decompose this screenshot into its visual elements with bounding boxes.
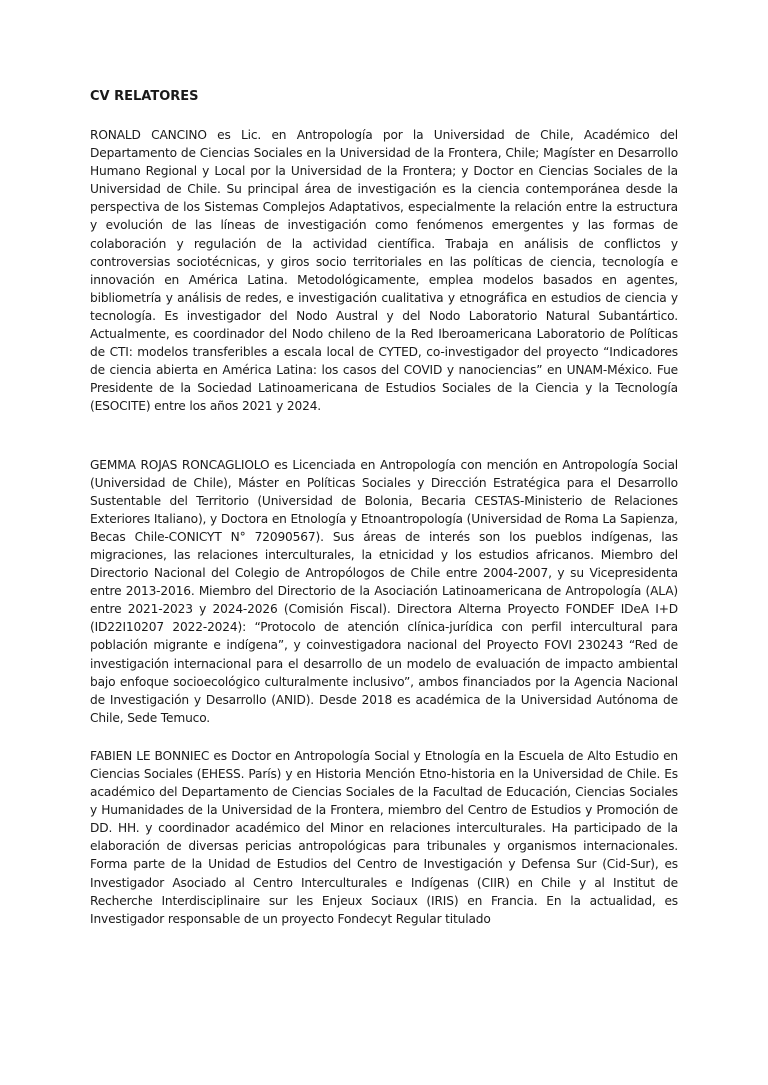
bio-ronald-cancino: RONALD CANCINO es Lic. en Antropología por la Universidad de Chile, Académico del Departamento de Ciencias Sociales en la Universidad de la Frontera, Chile; Magíster en Desarrollo Humano Regional y Local por la Universidad de la Frontera; y Doctor en Ciencias Sociales de la Universidad de Chile. Su principal área de investigación es la ciencia contemporánea desde la perspectiva de los Sistemas Complejos Adaptativos, especialmente la relación entre la estructura y evolución de las líneas de investigación como fenómenos emergentes y las formas de colaboración y regulación de la actividad científica. Trabaja en análisis de conflictos y controversias sociotécnicas, y giros socio territoriales en las políticas de ciencia, tecnología e innovación en América Latina. Metodológicamente, emplea modelos basados en agentes, bibliometría y análisis de redes, e investigación cualitativa y etnográfica en estudios de ciencia y tecnología. Es investigador del Nodo Austral y del Nodo Laboratorio Natural Subantártico. Actualmente, es coordinador del Nodo chileno de la Red Iberoamericana Laboratorio de Políticas de CTI: modelos transferibles a escala local de CYTED, co-investigador del proyecto “Indicadores de ciencia abierta en América Latina: los casos del COVID y nanociencias” en UNAM-México. Fue Presidente de la Sociedad Latinoamericana de Estudios Sociales de la Ciencia y la Tecnología (ESOCITE) entre los años 2021 y 2024. — [90, 128, 678, 414]
document-title: CV RELATORES — [90, 89, 199, 104]
document-page — [90, 88, 678, 928]
bio-gemma-rojas-roncagliolo: GEMMA ROJAS RONCAGLIOLO es Licenciada en Antropología con mención en Antropología Social (Universidad de Chile), Máster en Políticas Sociales y Dirección Estratégica para el Desarrollo Sustentable del Territorio (Universidad de Bolonia, Becaria CESTAS-Ministerio de Relaciones Exteriores Italiano), y Doctora en Etnología y Etnoantropología (Universidad de Roma La Sapienza, Becas Chile-CONICYT N° 72090567). Sus áreas de interés son los pueblos indígenas, las migraciones, las relaciones interculturales, la etnicidad y los estudios africanos. Miembro del Directorio Nacional del Colegio de Antropólogos de Chile entre 2004-2007, y su Vicepresidenta entre 2013-2016. Miembro del Directorio de la Asociación Latinoamericana de Antropología (ALA) entre 2021-2023 y 2024-2026 (Comisión Fiscal). Directora Alterna Proyecto FONDEF IDeA I+D (ID22I10207 2022-2024): “Protocolo de atención clínica-jurídica con perfil intercultural para población migrante e indígena”, y coinvestigadora nacional del Proyecto FOVI 230243 “Red de investigación internacional para el desarrollo de un modelo de evaluación de impacto ambiental bajo enfoque socioecológico culturalmente inclusivo”, ambos financiados por la Agencia Nacional de Investigación y Desarrollo (ANID). Desde 2018 es académica de la Universidad Autónoma de Chile, Sede Temuco. — [90, 457, 678, 725]
bio-fabien-le-bonniec: FABIEN LE BONNIEC es Doctor en Antropología Social y Etnología en la Escuela de Alto Estudio en Ciencias Sociales (EHESS. París) y en Historia Mención Etno-historia en la Universidad de Chile. Es académico del Departamento de Ciencias Sociales de la Facultad de Educación, Ciencias Sociales y Humanidades de la Universidad de la Frontera, miembro del Centro de Estudios y Promoción de DD. HH. y coordinador académico del Minor en relaciones interculturales. Ha participado de la elaboración de diversas pericias antropológicas para tribunales y organismos internacionales. Forma parte de la Unidad de Estudios del Centro de Investigación y Defensa Sur (Cid-Sur), es Investigador Asociado al Centro Interculturales e Indígenas (CIIR) en Chile y al Institut de Recherche Interdisciplinaire sur les Enjeux Sociaux (IRIS) en Francia. En la actualidad, es Investigador responsable de un proyecto Fondecyt Regular titulado — [90, 748, 678, 926]
